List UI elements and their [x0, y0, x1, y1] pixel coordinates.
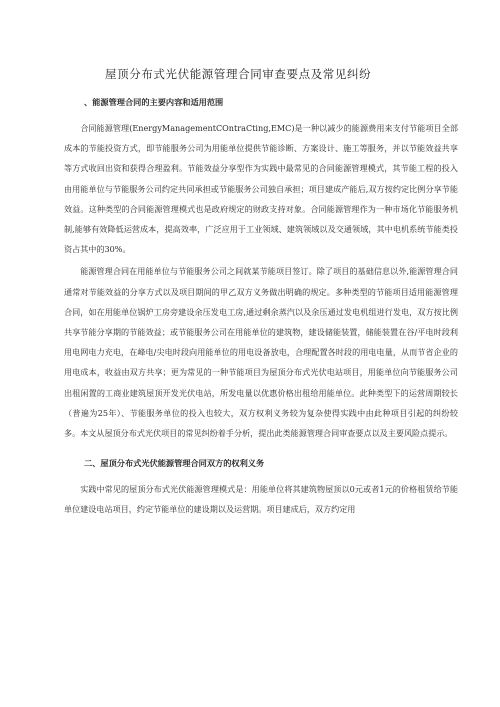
document-title: 屋顶分布式光伏能源管理合同审查要点及常见纠纷	[105, 67, 372, 81]
section-heading-2: 二、屋顶分布式光伏能源管理合同双方的权利义务	[84, 458, 265, 469]
paragraph-2: 能源管理合同在用能单位与节能服务公司之间就某节能项目签订。除了项目的基础信息以外,能源管理合同通常对节能效益的分享方式以及项目期间的甲乙双方义务做出明确的规定。多种类型的节能项目适用能源管理合同，如在用能单位锅炉工房旁建设余压发电工房,通过剩余蒸汽以及余压通过发电机组进行发电，双方按比例共享节能分享期的节能效益；或节能服务公司在用能单位的建筑物，建设储能装置，储能装置在谷/平电时段利用电网电力充电，在峰电/尖电时段向用能单位的用电设备放电，合理配置各时段的用电电量，从而节省企业的用电成本，收益由双方共享；更为常见的一种节能项目为屋顶分布式光伏电站项目，用能单位向节能服务公司出租闲置的工商业建筑屋顶开发光伏电站，所发电量以优惠价格出租给用能单位。此种类型下的运营周期较长（普遍为25年）、节能服务单位的投入也较大，双方权利义务较为复杂使得实践中由此种项目引起的纠纷较多。本文从屋顶分布式光伏项目的常见纠纷着手分析，提出此类能源管理合同审查要点以及主要风险点提示。	[64, 266, 458, 439]
section-heading-1: 、能源管理合同的主要内容和适用范围	[84, 97, 224, 107]
paragraph-1: 合同能源管理(EnergyManagementCOntraCting,EMC)是一种以减少的能源费用来支付节能项目全部成本的节能投资方式，即节能服务公司为用能单位提供节能诊断、方案设计、施工等服务，并以节能效益共享等方式收回出资和获得合理盈利。节能效益分享型作为实践中最常见的合同能源管理模式，其节能工程的投入由用能单位与节能服务公司约定共同承担或节能服务公司独自承担；项目建成产能后,双方按约定比例分享节能效益。这种类型的合同能源管理模式也是政府规定的财政支持对象。合同能源管理作为一种市场化节能服务机制,能够有效降低运营成本，提高效率，广泛应用于工业领域、建筑领域以及交通领域，其中电机系统节能类投资占其中的30%。	[64, 123, 458, 255]
paragraph-3: 实践中常见的屋顶分布式光伏能源管理模式是：用能单位将其建筑物屋顶以0元或者1元的价格租赁给节能单位建设电站项目，约定节能单位的建设期以及运营期。项目建成后，双方约定用	[64, 484, 458, 515]
